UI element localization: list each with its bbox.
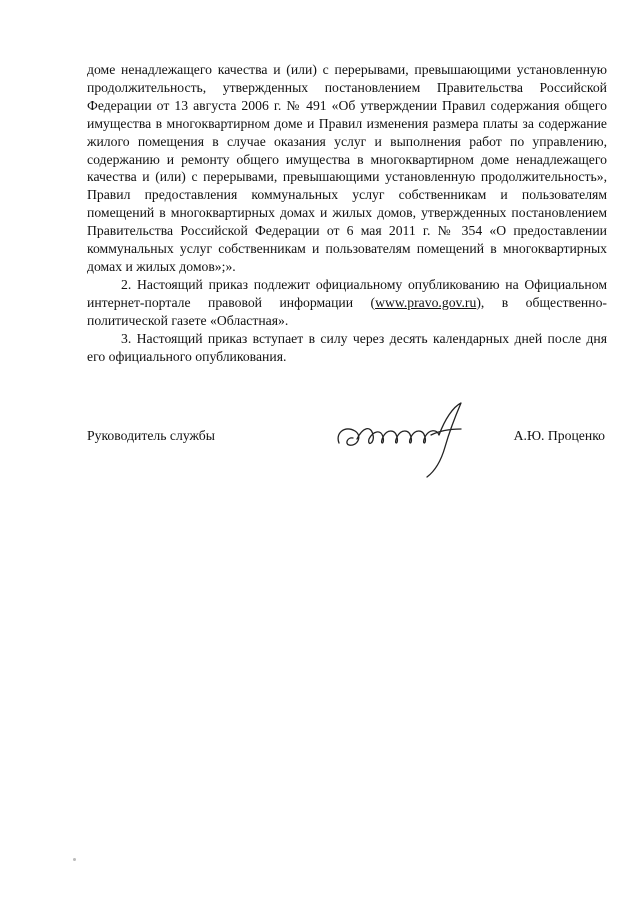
paragraph-2-text-start: 2. Настоящий приказ подлежит официальному опубликованию на Официальном интернет-портале правовой информации ( [87, 276, 607, 310]
signatory-role: Руководитель службы [87, 428, 215, 443]
paragraph-2 [87, 276, 607, 330]
handwritten-signature [327, 395, 487, 480]
signatory-name: А.Ю. Проценко [513, 428, 605, 443]
paragraph-3: 3. Настоящий приказ вступает в силу через десять календарных дней после дня его официального опубликования. [87, 330, 607, 364]
pravo-link[interactable]: www.pravo.gov.ru [375, 294, 477, 310]
scan-speck [73, 858, 76, 861]
signature-block [87, 420, 607, 490]
document-body [87, 61, 607, 365]
paragraph-2-text-end: ), в общественно-политической газете «Областная». [87, 294, 607, 328]
paragraph-1: доме ненадлежащего качества и (или) с перерывами, превышающими установленную продолжительность, утвержденных постановлением Правительства Российской Федерации от 13 августа 2006 г. № 491 «Об утверждении Правил содержания общего имущества в многоквартирном доме и Правил изменения размера платы за содержание жилого помещения в случае оказания услуг и выполнения работ по управлению, содержанию и ремонту общего имущества в многоквартирном доме ненадлежащего качества и (или) с перерывами, превышающими установленную продолжительность», Правил предоставления коммунальных услуг собственникам и пользователям помещений в многоквартирных домах и жилых домов, утвержденных постановлением Правительства Российской Федерации от 6 мая 2011 г. № 354 «О предоставлении коммунальных услуг собственникам и пользователям помещений в многоквартирных домах и жилых домов»;». [87, 62, 607, 274]
